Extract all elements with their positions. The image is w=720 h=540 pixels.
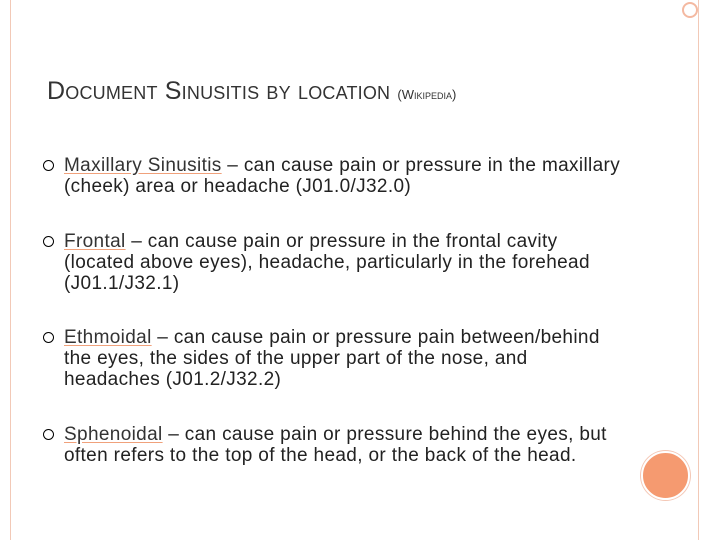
bullet-circle-icon <box>43 429 54 440</box>
ethmoidal-description: – can cause pain or pressure pain between/behind the eyes, the sides of the upper part of the nose, and headaches (J01.2/J32.2) <box>64 327 600 390</box>
bullet-circle-icon <box>43 160 54 171</box>
frontal-link[interactable]: Frontal <box>64 231 126 252</box>
sphenoidal-description: – can cause pain or pressure behind the eyes, but often refers to the top of the head, or the back of the head. <box>64 424 607 466</box>
ethmoidal-link[interactable]: Ethmoidal <box>64 327 152 348</box>
slide-title-main: Document Sinusitis by location <box>47 77 391 105</box>
bullet-text <box>64 231 624 294</box>
bullet-circle-icon <box>43 236 54 247</box>
maxillary-description: – can cause pain or pressure in the maxillary (cheek) area or headache (J01.0/J32.0) <box>64 155 621 197</box>
slide-title-source: (Wikipedia) <box>397 87 457 102</box>
bullet-text <box>64 327 624 390</box>
sphenoidal-link[interactable]: Sphenoidal <box>64 424 163 445</box>
bullet-circle-icon <box>43 332 54 343</box>
bullet-text <box>64 155 624 197</box>
frontal-description: – can cause pain or pressure in the frontal cavity (located above eyes), headache, particularly in the forehead (J01.1/J32.1) <box>64 231 590 294</box>
maxillary-sinusitis-link[interactable]: Maxillary Sinusitis <box>64 155 222 176</box>
bullet-text <box>64 424 624 466</box>
